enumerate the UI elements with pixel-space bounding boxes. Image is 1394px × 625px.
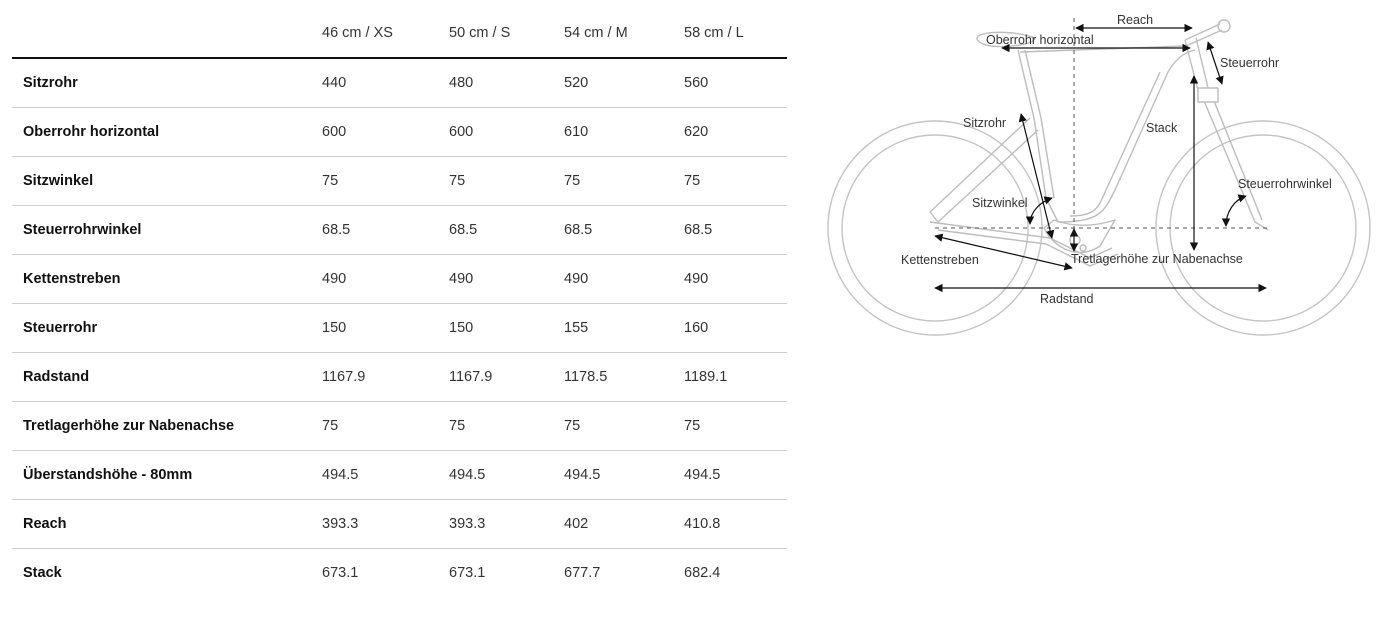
cell-value: 490	[322, 255, 449, 304]
cell-value: 520	[564, 58, 684, 108]
bike-frame	[930, 20, 1268, 266]
cell-value: 682.4	[684, 565, 721, 581]
cell-value: 150	[449, 304, 564, 353]
cell-value: 494.5	[684, 451, 787, 500]
cell-value: 68.5	[564, 206, 684, 255]
row-label: Radstand	[12, 353, 322, 402]
label-sitzrohr: Sitzrohr	[963, 116, 1007, 130]
cell-value: 440	[322, 58, 449, 108]
row-label: Tretlagerhöhe zur Nabenachse	[12, 402, 322, 451]
cell-value: 75	[684, 402, 787, 451]
cell-value: 494.5	[449, 451, 564, 500]
row-label: Reach	[12, 500, 322, 549]
cell-value: 75	[564, 402, 684, 451]
cell-value: 75	[449, 157, 564, 206]
cell-value: 1189.1	[684, 353, 787, 402]
cell-value: 673.1	[322, 565, 359, 581]
stem-outline	[1185, 24, 1222, 46]
bike-geometry-diagram	[820, 8, 1380, 348]
cell-value: 410.8	[684, 500, 787, 549]
cell-value: 1178.5	[564, 353, 684, 402]
cell-value: 494.5	[322, 451, 449, 500]
cell-value: 490	[564, 255, 684, 304]
cell-value: 393.3	[322, 500, 449, 549]
row-label: Steuerrohrwinkel	[12, 206, 322, 255]
handlebar-outline	[1218, 20, 1230, 32]
cell-value: 600	[322, 108, 449, 157]
table-row	[12, 549, 787, 598]
cell-value: 75	[564, 157, 684, 206]
cell-value: 155	[564, 304, 684, 353]
cell-value: 490	[684, 255, 787, 304]
cell-value: 673.1	[449, 565, 486, 581]
table-row	[12, 402, 787, 451]
label-sitzwinkel: Sitzwinkel	[972, 196, 1028, 210]
header-size-l: 58 cm / L	[684, 8, 787, 58]
cell-value: 75	[684, 157, 787, 206]
table-row	[12, 353, 787, 402]
geometry-table	[12, 8, 787, 597]
row-label: Überstandshöhe - 80mm	[12, 451, 322, 500]
row-label: Oberrohr horizontal	[12, 108, 322, 157]
cell-value: 393.3	[449, 500, 564, 549]
label-kettenstreben: Kettenstreben	[901, 253, 979, 267]
table-row	[12, 206, 787, 255]
cell-value: 610	[564, 108, 684, 157]
cell-value: 1167.9	[322, 353, 449, 402]
cell-value: 1167.9	[449, 353, 564, 402]
down-tube-outline	[1058, 50, 1195, 222]
header-empty	[12, 8, 322, 58]
head-angle-arrow	[1226, 196, 1246, 226]
cell-value: 620	[684, 108, 787, 157]
table-row	[12, 58, 787, 108]
cell-value: 560	[684, 58, 787, 108]
cell-value: 68.5	[684, 206, 787, 255]
cell-value: 75	[449, 402, 564, 451]
label-stack: Stack	[1146, 121, 1178, 135]
cell-value: 600	[449, 108, 564, 157]
cell-value: 677.7	[564, 565, 601, 581]
label-steuerrohr: Steuerrohr	[1220, 56, 1280, 70]
header-size-m: 54 cm / M	[564, 8, 684, 58]
cell-value: 150	[322, 304, 449, 353]
label-radstand: Radstand	[1040, 292, 1094, 306]
label-oberrohr: Oberrohr horizontal	[986, 33, 1094, 47]
table-row	[12, 500, 787, 549]
cell-value: 490	[449, 255, 564, 304]
header-size-xs: 46 cm / XS	[322, 8, 449, 58]
cell-value: 68.5	[449, 206, 564, 255]
cell-value: 160	[684, 304, 787, 353]
cell-value: 68.5	[322, 206, 449, 255]
table-row	[12, 304, 787, 353]
table-row	[12, 108, 787, 157]
measurement-arrows	[935, 28, 1266, 288]
row-label: Stack	[23, 565, 62, 581]
table-row	[12, 255, 787, 304]
table-row	[12, 157, 787, 206]
cell-value: 480	[449, 58, 564, 108]
cell-value: 402	[564, 500, 684, 549]
table-row	[12, 451, 787, 500]
cell-value: 75	[322, 402, 449, 451]
cell-value: 75	[322, 157, 449, 206]
label-tretlager: Tretlagerhöhe zur Nabenachse	[1071, 252, 1243, 266]
cell-value: 494.5	[564, 451, 684, 500]
header-size-s: 50 cm / S	[449, 8, 564, 58]
label-steuerrohrwinkel: Steuerrohrwinkel	[1238, 177, 1332, 191]
row-label: Kettenstreben	[12, 255, 322, 304]
table-header-row	[12, 8, 787, 58]
label-reach: Reach	[1117, 13, 1154, 27]
row-label: Sitzrohr	[12, 58, 322, 108]
row-label: Sitzwinkel	[12, 157, 322, 206]
row-label: Steuerrohr	[12, 304, 322, 353]
fork-outline	[1202, 96, 1268, 230]
